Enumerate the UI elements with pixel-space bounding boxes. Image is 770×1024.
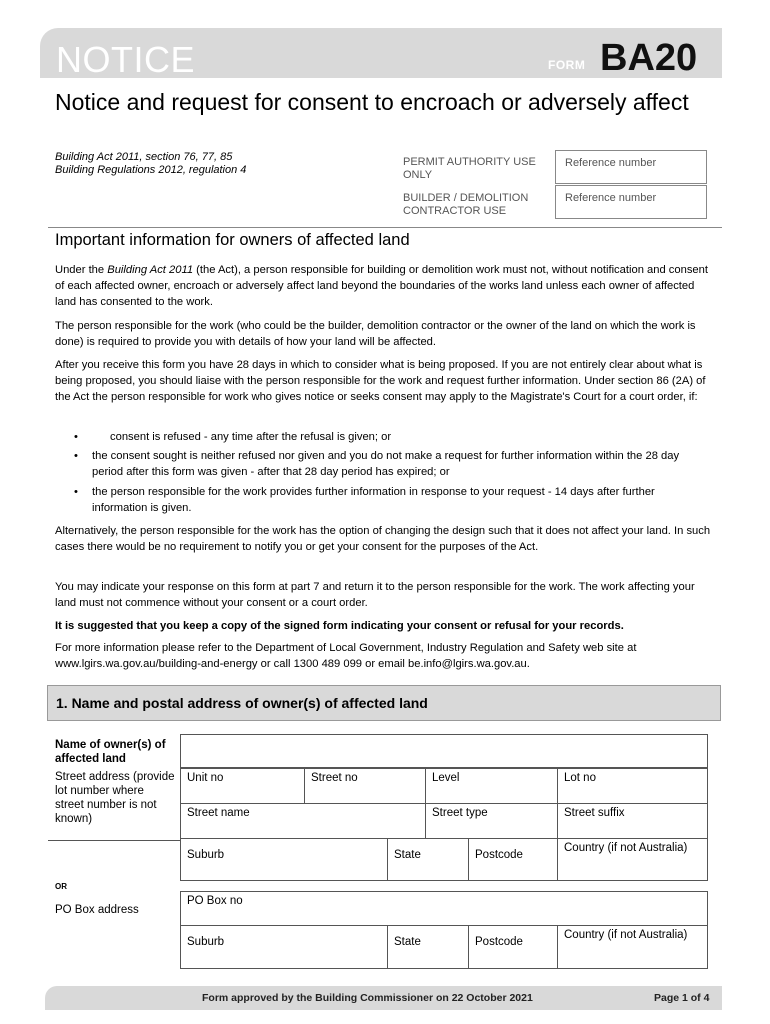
lot-no-field[interactable]: [557, 768, 708, 804]
po-postcode-field[interactable]: [468, 925, 558, 969]
builder-reference-label: Reference number: [565, 192, 657, 204]
unit-no-field[interactable]: [180, 768, 305, 804]
form-label: FORM: [548, 58, 586, 72]
info-paragraph-7: For more information please refer to the Department of Local Government, Industry Regulation and Safety web site at www.lgirs.wa.gov.au/building-and-energy or call 1300 489 099 or email be.info@lgirs.wa.gov.au.: [55, 642, 637, 670]
state-label: State: [394, 849, 421, 861]
po-suburb-field[interactable]: [180, 925, 388, 969]
bullet-item: the person responsible for the work provides further information in response to your request - 14 days after further information is given.: [92, 486, 655, 514]
or-label: OR: [55, 882, 67, 891]
permit-reference-field[interactable]: [555, 150, 707, 184]
divider: [48, 227, 722, 228]
po-postcode-label: Postcode: [475, 936, 523, 948]
bullet-marker: •: [74, 486, 78, 498]
info-paragraph-6: It is suggested that you keep a copy of the signed form indicating your consent or refusal for your records.: [55, 620, 624, 632]
info-paragraph-4: Alternatively, the person responsible for the work has the option of changing the design such that it does not affect your land. In such cases there would be no requirement to notify you or get your consent for the purposes of the Act.: [55, 525, 711, 553]
street-name-field[interactable]: [180, 803, 426, 839]
level-label: Level: [432, 772, 460, 784]
street-name-label: Street name: [187, 807, 250, 819]
notice-heading: NOTICE: [56, 39, 196, 80]
unit-no-label: Unit no: [187, 772, 224, 784]
street-type-label: Street type: [432, 807, 488, 819]
po-box-no-label: PO Box no: [187, 895, 243, 907]
postcode-label: Postcode: [475, 849, 523, 861]
info-paragraph-2: The person responsible for the work (who could be the builder, demolition contractor or the owner of the land on which the work is done) is required to provide you with details of how your land will be affected.: [55, 320, 696, 348]
info-heading: Important information for owners of affected land: [55, 231, 410, 249]
info-paragraph-5: You may indicate your response on this form at part 7 and return it to the person responsible for the work. The work affecting your land must not commence without your consent or a court order.: [55, 581, 695, 609]
owner-name-field[interactable]: [180, 734, 708, 768]
act-reference: Building Act 2011, section 76, 77, 85: [55, 151, 233, 163]
po-country-label: Country (if not Australia): [564, 929, 688, 941]
postcode-field[interactable]: [468, 838, 558, 881]
po-country-field[interactable]: [557, 925, 708, 969]
street-type-field[interactable]: [425, 803, 558, 839]
bullet-marker: •: [74, 431, 78, 443]
level-field[interactable]: [425, 768, 558, 804]
suburb-field[interactable]: [180, 838, 388, 881]
footer-approval: Form approved by the Building Commissioner on 22 October 2021: [202, 992, 533, 1004]
street-suffix-field[interactable]: [557, 803, 708, 839]
bullet-item: consent is refused - any time after the refusal is given; or: [110, 431, 392, 443]
po-box-address-label: PO Box address: [55, 904, 139, 916]
info-paragraph-1: Under the Building Act 2011 (the Act), a person responsible for building or demolition work must not, without notification and consent of each affected owner, encroach or adversely affect land beyond the boundaries of the works land unless each owner of affected land has consented to the work.: [55, 264, 708, 308]
street-address-label: Street address (provide lot number where street number is not known): [55, 771, 175, 825]
suburb-label: Suburb: [187, 849, 225, 861]
regulation-reference: Building Regulations 2012, regulation 4: [55, 164, 247, 176]
street-no-field[interactable]: [304, 768, 426, 804]
bullet-item: the consent sought is neither refused nor given and you do not make a request for further information within the 28 day period after this form was given - after that 28 day period has expired; or: [92, 450, 680, 478]
po-suburb-label: Suburb: [187, 936, 225, 948]
builder-reference-field[interactable]: [555, 185, 707, 219]
lot-no-label: Lot no: [564, 772, 596, 784]
permit-reference-label: Reference number: [565, 157, 657, 169]
street-suffix-label: Street suffix: [564, 807, 625, 819]
page-title: Notice and request for consent to encroach or adversely affect: [55, 89, 689, 115]
po-state-label: State: [394, 936, 421, 948]
bullet-marker: •: [74, 450, 78, 462]
divider: [48, 840, 180, 841]
owner-name-label: Name of owner(s) of affected land: [55, 739, 166, 765]
section-1-title: 1. Name and postal address of owner(s) of affected land: [56, 695, 428, 711]
builder-use-label: BUILDER / DEMOLITION CONTRACTOR USE: [403, 192, 529, 217]
page-number: Page 1 of 4: [654, 992, 710, 1004]
country-label: Country (if not Australia): [564, 842, 688, 854]
state-field[interactable]: [387, 838, 469, 881]
form-code: BA20: [600, 37, 698, 79]
info-paragraph-3: After you receive this form you have 28 days in which to consider what is being proposed. If you are not entirely clear about what is being proposed, you should liaise with the person responsible for the work and request further information. Under section 86 (2A) of the Act the person responsible for work who gives notice or seeks consent may apply to the Magistrate's Court for a court order, if:: [55, 359, 706, 403]
permit-authority-label: PERMIT AUTHORITY USE ONLY: [403, 156, 536, 181]
po-state-field[interactable]: [387, 925, 469, 969]
po-box-no-field[interactable]: [180, 891, 708, 926]
country-field[interactable]: [557, 838, 708, 881]
street-no-label: Street no: [311, 772, 358, 784]
